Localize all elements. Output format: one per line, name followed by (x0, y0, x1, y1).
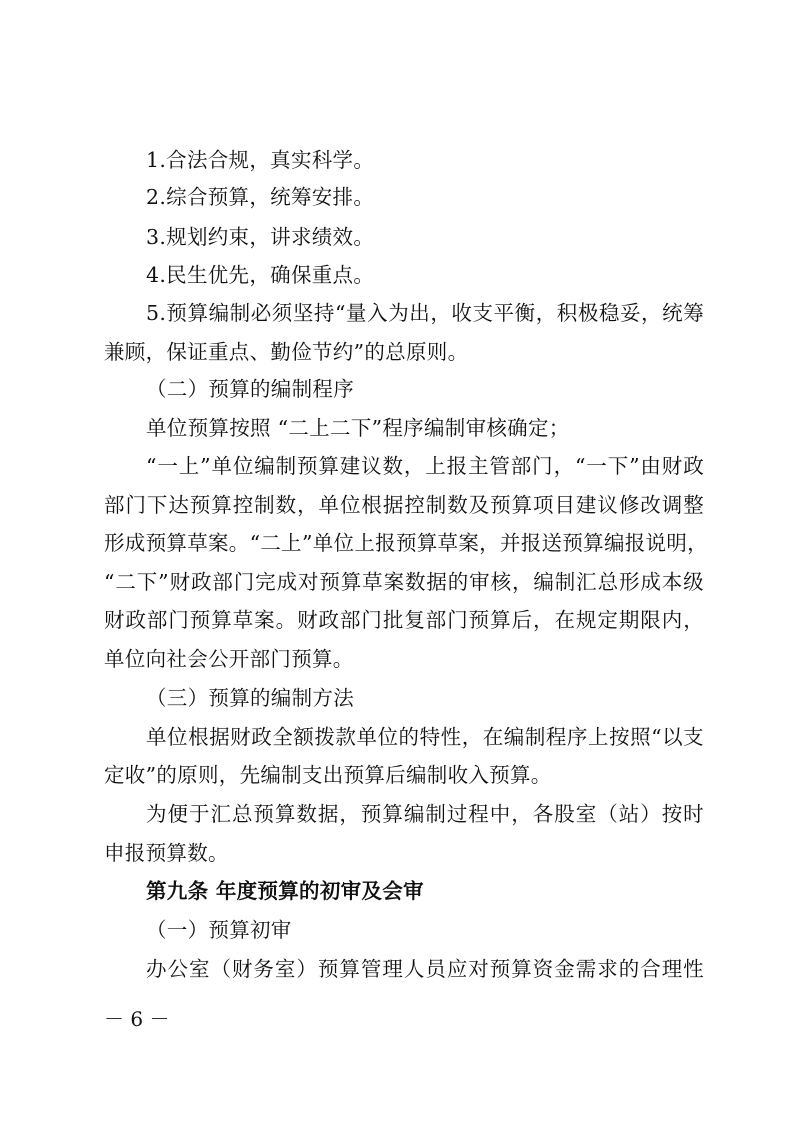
principle-5-line-2: 兼顾，保证重点、勤俭节约”的总原则。 (104, 340, 469, 364)
principle-2: 2.综合预算，统筹安排。 (146, 185, 375, 209)
paragraph-line: “二下”财政部门完成对预算草案数据的审核，编制汇总形成本级 (104, 570, 704, 594)
paragraph-line: “一上”单位编制预算建议数，上报主管部门，“一下”由财政 (146, 454, 704, 478)
paragraph-line: 单位向社会公开部门预算。 (104, 647, 354, 671)
paragraph-line: 形成预算草案。“二上”单位上报预算草案，并报送预算编报说明， (104, 531, 708, 555)
paragraph-line: 申报预算数。 (104, 841, 229, 865)
principle-5-line-1: 5.预算编制必须坚持“量入为出，收支平衡，积极稳妥，统筹 (146, 301, 704, 325)
section-heading-procedure: （二）预算的编制程序 (146, 377, 354, 401)
paragraph-line: 单位预算按照 “二上二下”程序编制审核确定； (146, 416, 570, 440)
paragraph-line: 部门下达预算控制数，单位根据控制数及预算项目建议修改调整 (104, 493, 704, 517)
article-heading: 第九条 年度预算的初审及会审 (146, 879, 424, 903)
principle-4: 4.民生优先，确保重点。 (146, 263, 375, 287)
paragraph-line: 为便于汇总预算数据，预算编制过程中，各股室（站）按时 (146, 802, 704, 826)
paragraph-line: 办公室（财务室）预算管理人员应对预算资金需求的合理性 (146, 957, 704, 981)
principle-3: 3.规划约束，讲求绩效。 (146, 225, 375, 249)
page-number: － 6 － (104, 1007, 170, 1031)
section-heading-initial-review: （一）预算初审 (146, 918, 292, 942)
section-heading-method: （三）预算的编制方法 (146, 686, 354, 710)
paragraph-line: 单位根据财政全额拨款单位的特性，在编制程序上按照“以支 (146, 725, 704, 749)
paragraph-line: 定收”的原则，先编制支出预算后编制收入预算。 (104, 763, 552, 787)
principle-1: 1.合法合规，真实科学。 (146, 148, 375, 172)
paragraph-line: 财政部门预算草案。财政部门批复部门预算后，在规定期限内， (104, 608, 704, 632)
